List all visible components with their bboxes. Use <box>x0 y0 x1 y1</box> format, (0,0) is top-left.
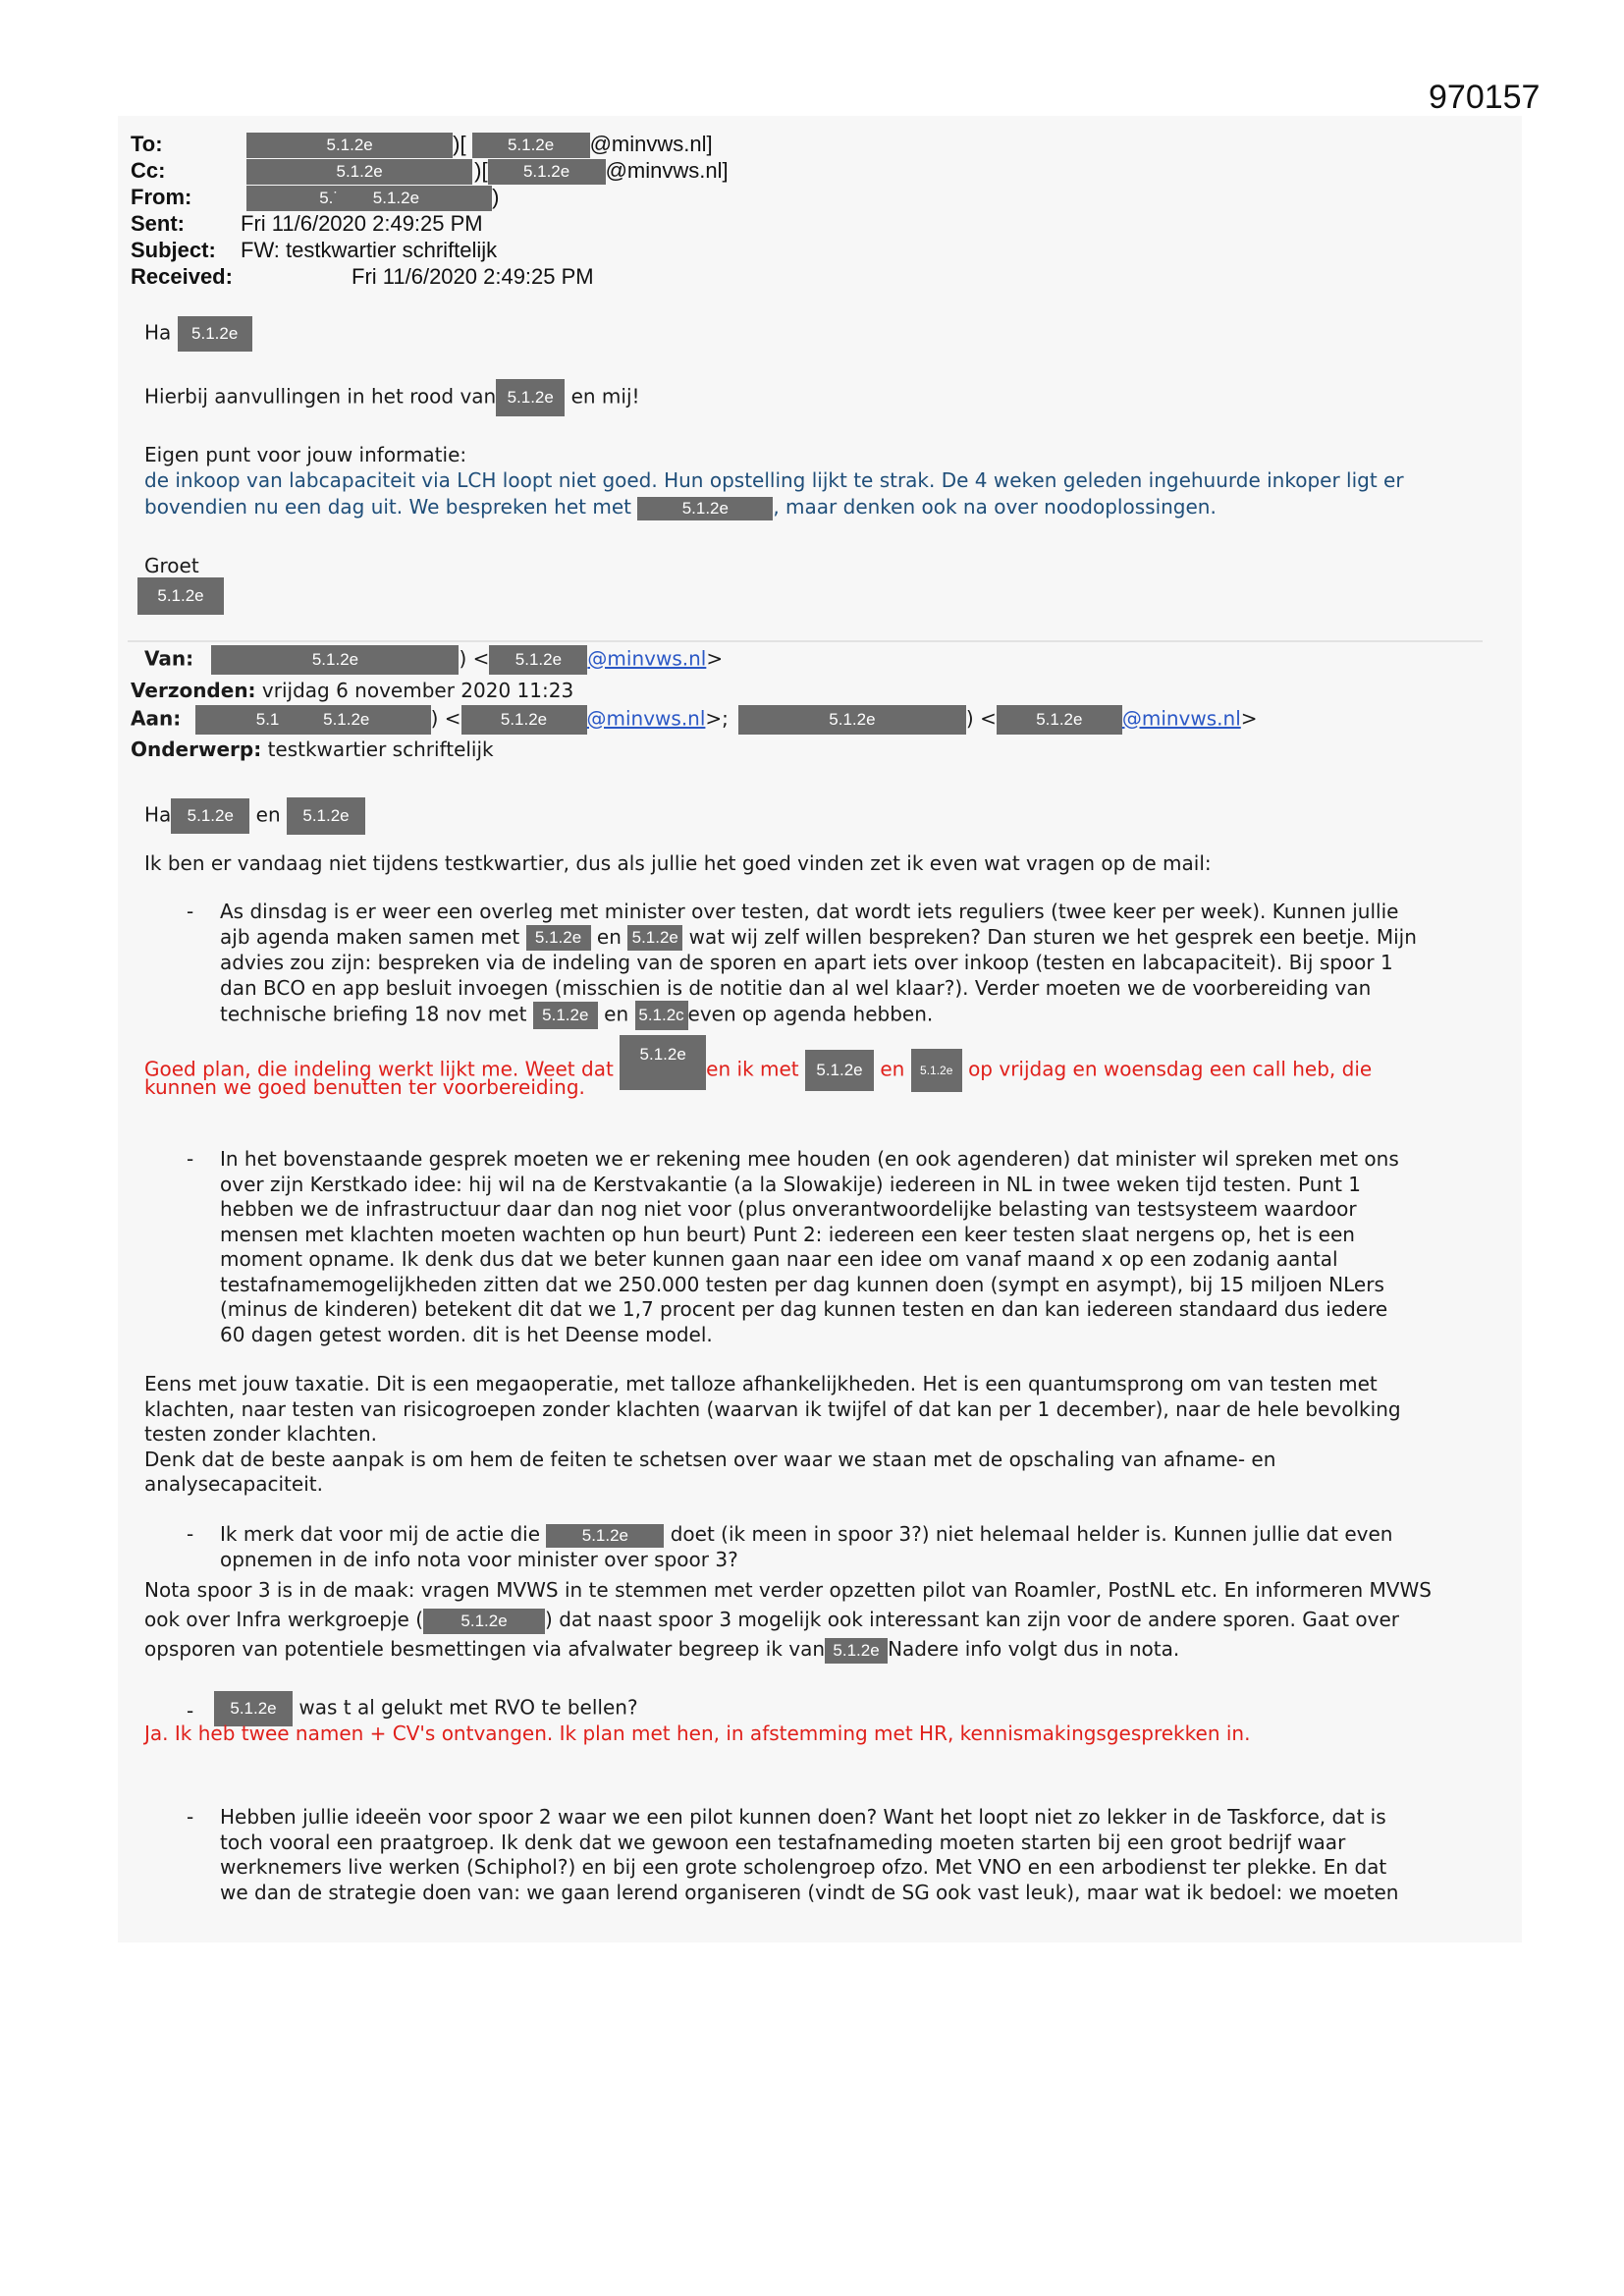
fwd-verzonden-row: Verzonden: vrijdag 6 november 2020 11:23 <box>131 679 574 702</box>
redaction-box: 5.1.2e <box>472 133 590 158</box>
red-reply-4: Ja. Ik heb twee namen + CV's ontvangen. Ik plan met hen, in afstemming met HR, kennismakingsgesprekken in. <box>144 1722 1251 1745</box>
onderwerp-label: Onderwerp: <box>131 738 262 761</box>
email-link[interactable]: @minvws.nl <box>587 646 707 671</box>
header-from-row <box>131 184 499 211</box>
subject-value: FW: testkwartier schriftelijk <box>241 238 498 262</box>
red-reply-2: Eens met jouw taxatie. Dit is een megaoperatie, met talloze afhankelijkheden. Het is een quantumsprong om van testen met klachten, naar testen van risicogroepen zonder klachten (waarvan ik twijfel of dat kan per 1 december), naar de hele bevolking testen zonder klachten. Denk dat de beste aanpak is om hem de feiten te schetsen over waar we staan met de opschaling van afname- en analysecapaciteit. <box>144 1372 1401 1496</box>
redaction-box: 5.1.2c <box>635 1001 688 1030</box>
point-5: Hebben jullie ideeën voor spoor 2 waar we een pilot kunnen doen? Want het loopt niet zo lekker in de Taskforce, dat is toch vooral een praatgroep. Ik denk dat we gewoon een testafnameding moeten starten bij een groot bedrijf waar werknemers live werken (Schiphol?) en bij een grote scholengroep ofzo. Met VNO en een arbodienst ter plekke. En dat we dan de strategie doen van: we gaan lerend organiseren (vindt de SG ook vast leuk), maar wat ik bedoel: we moeten <box>220 1805 1399 1904</box>
point-2: In het bovenstaande gesprek moeten we er rekening mee houden (en ook agenderen) dat minister wil spreken met ons over zijn Kerstkado idee: hij wil na de Kerstvakantie (a la Slowakije) iedereen in NL in twee weken tijd testen. Punt 1 hebben we de infrastructuur daar dan nog niet voor (plus onverantwoordelijke belasting van testsysteem waardoor mensen met klachten moeten wachten op hun beurt) Punt 2: iedereen een keer testen slaat nergens op, het is een moment opname. Ik denk dus dat we beter kunnen gaan naar een idee om vanaf maand x op een zodanig aantal testafnamemogelijkheden zitten dat we 250.000 testen per dag kunnen doen (sympt en asympt), bij 15 miljoen NLers (minus de kinderen) betekent dit dat we 1,7 procent per dag kunnen testen en dan kan iedereen standaard dus iedere 60 dagen getest worden. dit is het Deense model. <box>220 1147 1399 1346</box>
signature <box>137 577 224 615</box>
point-4: 5.1.2e was t al gelukt met RVO te bellen? <box>214 1691 638 1726</box>
body-greeting: Ha 5.1.2e en 5.1.2e <box>144 797 365 835</box>
header-subject-row <box>131 237 497 263</box>
redaction-box: 5.1.2e <box>805 1050 874 1091</box>
redaction-box: 5.1.2e <box>825 1638 888 1664</box>
redaction-box: 5.1.2e <box>997 705 1122 735</box>
bullet-dash: - <box>187 1699 194 1722</box>
redaction-box: 5.1.2e <box>911 1049 962 1092</box>
cc-close: )[ <box>474 158 488 183</box>
own-point-label: Eigen punt voor jouw informatie: <box>144 443 467 466</box>
reply-closing: Groet <box>144 554 199 577</box>
header-to-row <box>131 131 713 158</box>
fwd-onderwerp-row: Onderwerp: testkwartier schriftelijk <box>131 738 494 761</box>
point-1: As dinsdag is er weer een overleg met minister over testen, dat wordt iets reguliers (twee keer per week). Kunnen jullie ajb agenda maken samen met 5.1.2e en 5.1.2e wat wij zelf willen bespreken? Dan sturen we het gesprek een beetje. Mijn advies zou zijn: bespreken via de indeling van de sporen en apart iets over inkoop (testen en labcapaciteit). Bij spoor 1 dan BCO en app besluit invoegen (misschien is de notitie dan al wel klaar?). Verder moeten we de voorbereiding van technische briefing 18 nov met 5.1.2e en 5.1.2c even op agenda hebben. <box>220 900 1417 1030</box>
redaction-box: 5.1.2e <box>214 1691 293 1726</box>
red-reply-1-line-1: Goed plan, die indeling werkt lijkt me. Weet dat 5.1.2een ik met 5.1.2e en 5.1.2e op vrijdag en woensdag een call heb, die <box>144 1049 1372 1092</box>
received-label: Received: <box>131 264 233 289</box>
header-sent-row <box>131 210 483 237</box>
redaction-box: 5.1.2e <box>533 1002 598 1029</box>
from-label: From: <box>131 185 192 209</box>
redaction-box: 5.1.2e <box>496 379 565 416</box>
sent-label: Sent: <box>131 211 185 236</box>
redaction-box: 5.1.2e <box>546 1524 664 1548</box>
bullet-dash: - <box>187 1147 194 1171</box>
from-close: ) <box>492 185 500 209</box>
body-intro: Ik ben er vandaag niet tijdens testkwartier, dus als jullie het goed vinden zet ik even wat vragen op de mail: <box>144 851 1212 875</box>
reply-additions: Hierbij aanvullingen in het rood van 5.1.2e en mij! <box>144 379 640 416</box>
cc-label: Cc: <box>131 158 166 183</box>
redaction-box: 5.1.2e <box>211 645 459 675</box>
fwd-aan-row: Aan: 5.1 5.1.2e ) < 5.1.2e @minvws.nl>; 5.1.2e ) < 5.1.2e @minvws.nl> <box>131 705 1258 735</box>
to-domain: @minvws.nl] <box>589 132 713 156</box>
redaction-box: 5.1.2e <box>738 705 966 735</box>
document-number: 970157 <box>1429 79 1541 116</box>
redaction-box: 5.1 5.1.2e <box>195 705 431 735</box>
redaction-box: 5.1.2e <box>637 497 773 520</box>
blue-note-line-2: bovendien nu een dag uit. We bespreken het met 5.1.2e , maar denken ook na over noodoplossingen. <box>144 495 1217 519</box>
received-value: Fri 11/6/2020 2:49:25 PM <box>352 264 594 289</box>
fwd-van-row: Van: 5.1.2e ) < 5.1.2e @minvws.nl> <box>144 645 723 675</box>
redaction-box: 5.1.2e <box>488 159 606 185</box>
cc-domain: @minvws.nl] <box>605 158 729 183</box>
redaction-box: 5.1.2e <box>171 798 249 834</box>
van-label: Van: <box>144 646 194 671</box>
redaction-box: 5.1.2e <box>620 1035 706 1090</box>
email-link[interactable]: @minvws.nl <box>586 706 706 731</box>
sent-value: Fri 11/6/2020 2:49:25 PM <box>241 211 483 236</box>
header-received-row <box>131 263 594 290</box>
divider <box>128 640 1483 642</box>
red-reply-3: Nota spoor 3 is in de maak: vragen MVWS in te stemmen met verder opzetten pilot van Roamler, PostNL etc. En informeren MVWS ook over Infra werkgroepje ( 5.1.2e ) dat naast spoor 3 mogelijk ook interessant kan zijn voor de andere sporen. Gaat over opsporen van potentiele besmettingen via afvalwater begreep ik van 5.1.2e Nadere info volgt dus in nota. <box>144 1575 1432 1664</box>
header-cc-row <box>131 157 729 185</box>
bullet-dash: - <box>187 900 194 923</box>
verzonden-label: Verzonden: <box>131 679 256 702</box>
redaction-box: 5.1.2e <box>461 705 587 735</box>
redaction-box: 5.1.2e <box>489 645 587 675</box>
bullet-dash: - <box>187 1522 194 1546</box>
redaction-box: 5.1.2e <box>526 925 591 951</box>
aan-label: Aan: <box>131 706 182 731</box>
reply-greeting: Ha 5.1.2e <box>144 316 252 352</box>
bullet-dash: - <box>187 1805 194 1829</box>
red-reply-1-line-2: kunnen we goed benutten ter voorbereiding. <box>144 1075 585 1099</box>
blue-note-line-1: de inkoop van labcapaciteit via LCH loopt niet goed. Hun opstelling lijkt te strak. De 4 weken geleden ingehuurde inkoper ligt er <box>144 468 1404 492</box>
redaction-box: 5.1.2e <box>137 577 224 615</box>
redaction-box: 5.˙ 5.1.2e <box>246 186 492 211</box>
redaction-box: 5.1.2e <box>287 797 365 835</box>
redaction-box: 5.1.2e <box>246 133 453 158</box>
redaction-box: 5.1.2e <box>627 925 682 951</box>
redaction-box: 5.1.2e <box>246 159 472 185</box>
point-3: Ik merk dat voor mij de actie die 5.1.2e doet (ik meen in spoor 3?) niet helemaal helder is. Kunnen jullie dat even opnemen in de info nota voor minister over spoor 3? <box>220 1522 1393 1571</box>
to-label: To: <box>131 132 163 156</box>
email-link[interactable]: @minvws.nl <box>1121 706 1241 731</box>
subject-label: Subject: <box>131 238 216 262</box>
to-close: )[ <box>453 132 466 156</box>
redaction-box: 5.1.2e <box>178 316 252 352</box>
redaction-box: 5.1.2e <box>423 1609 545 1634</box>
